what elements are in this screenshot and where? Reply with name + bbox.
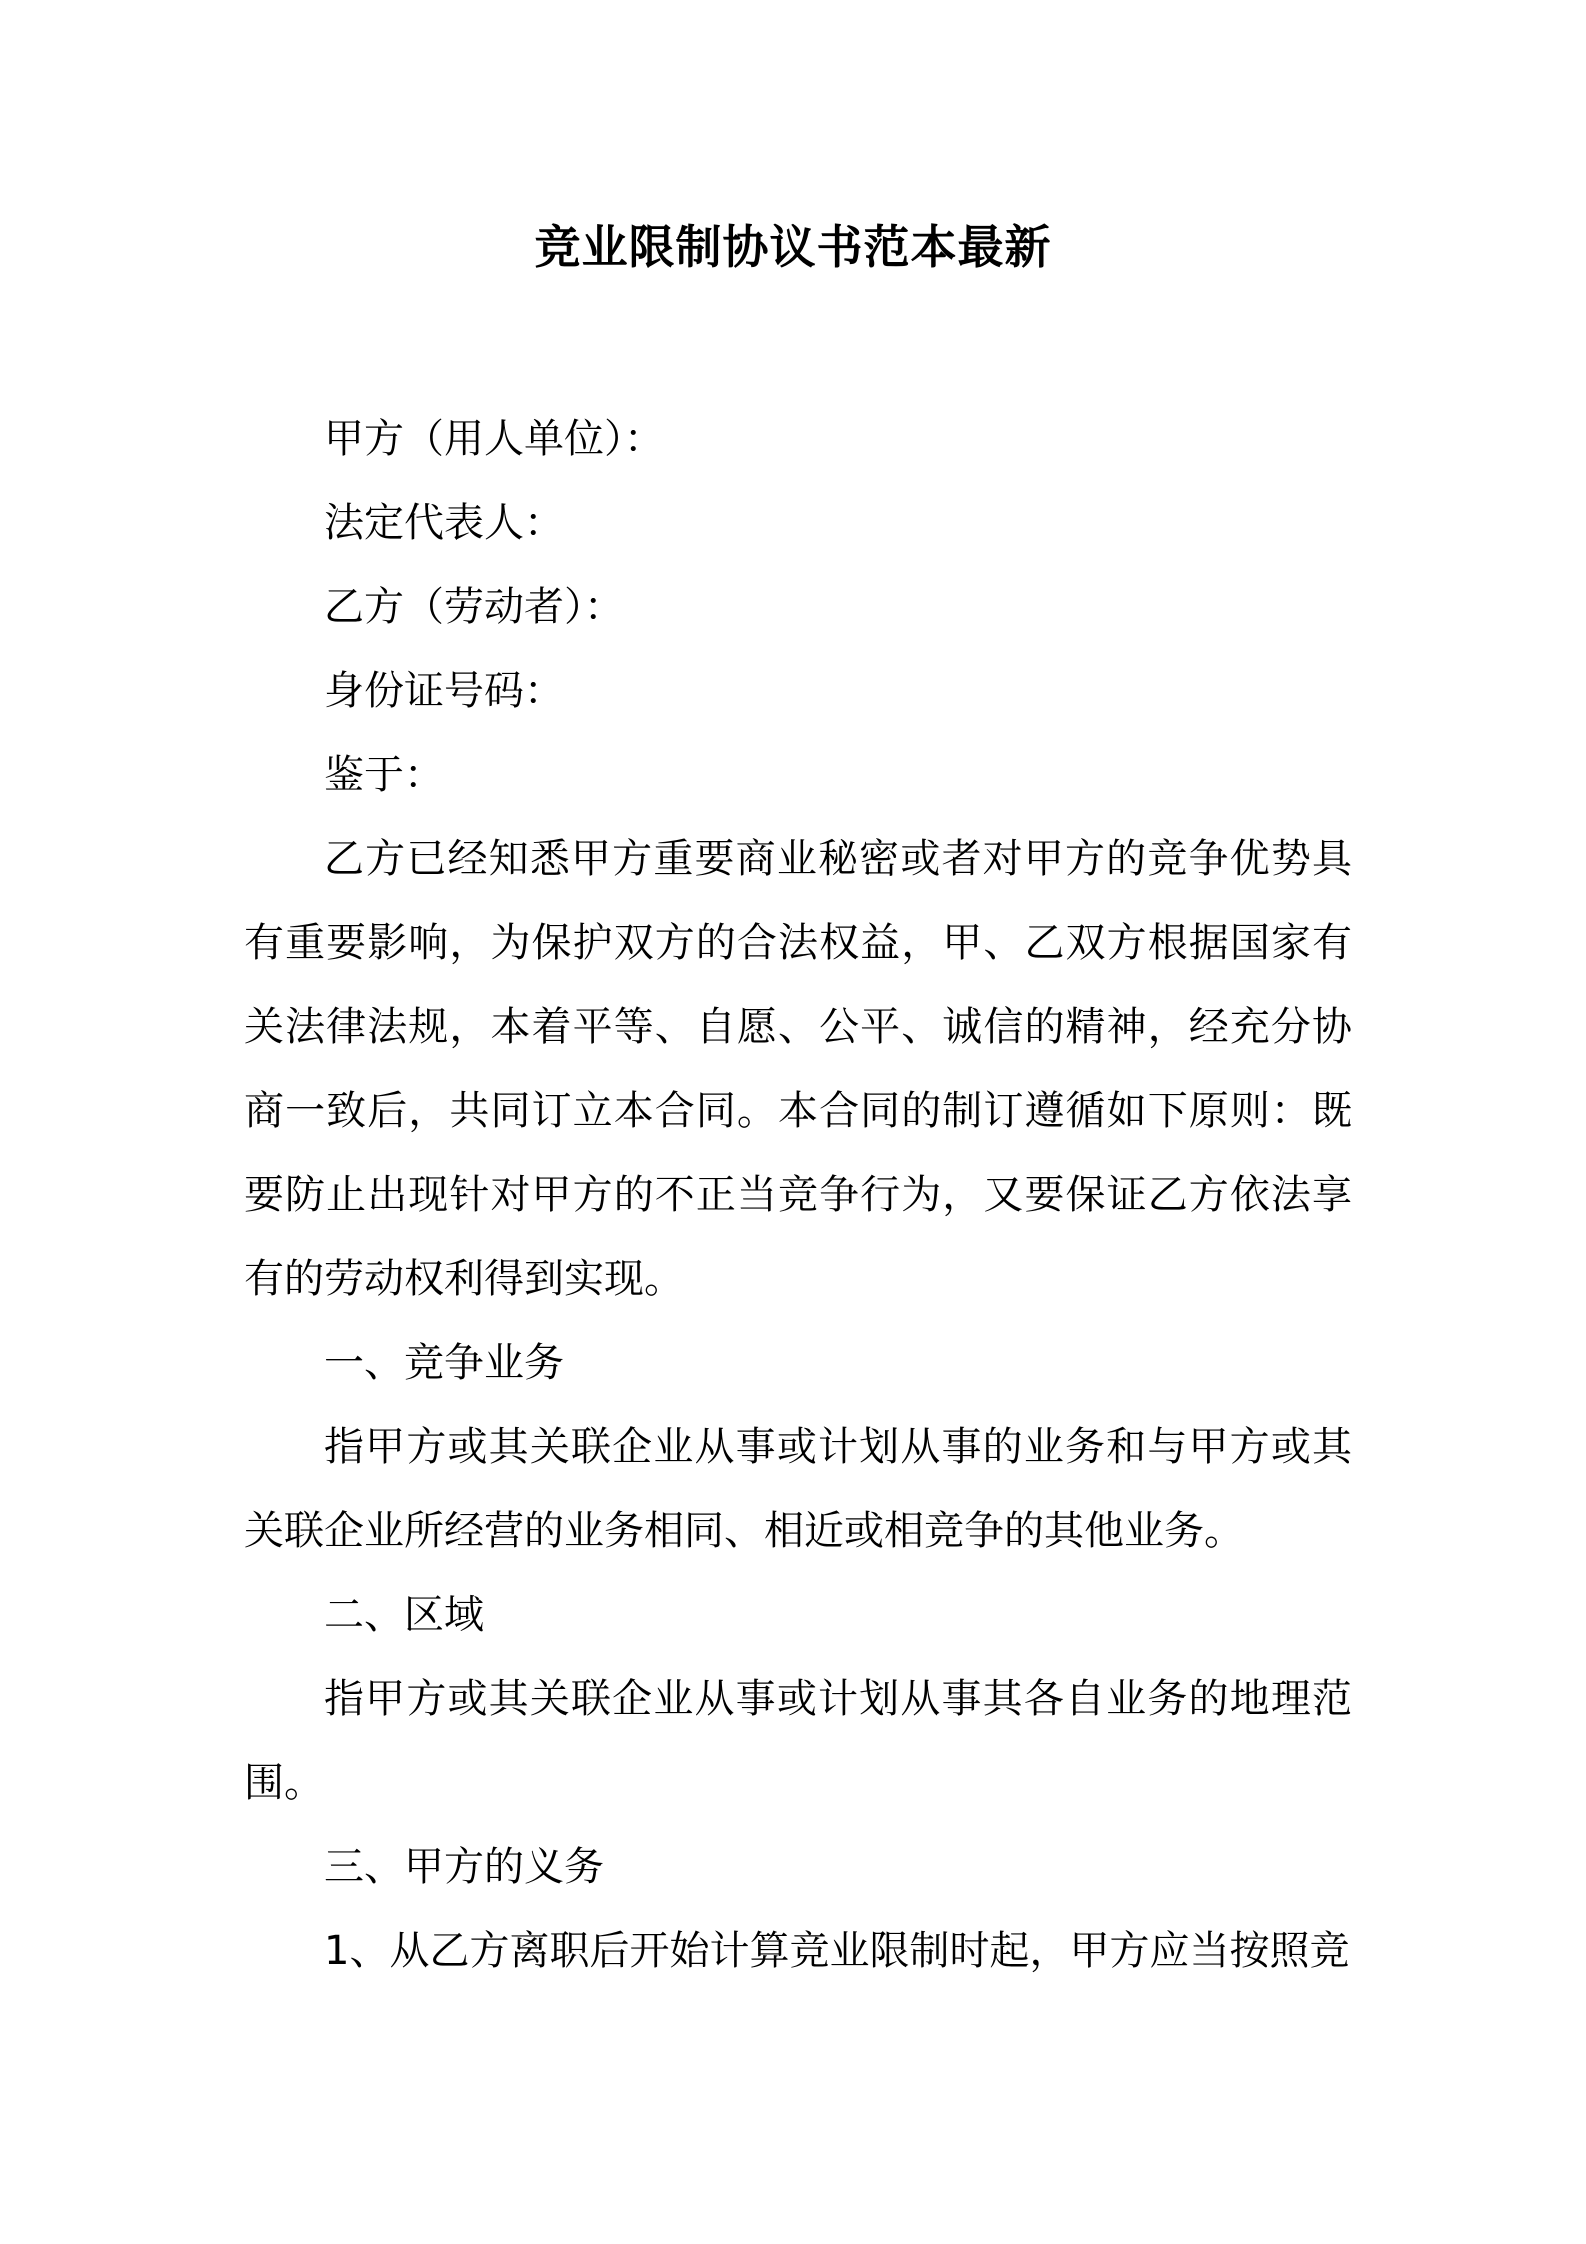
section-3-item-1: 1、从乙方离职后开始计算竞业限制时起，甲方应当按照竞 xyxy=(324,1928,1350,1974)
legal-representative-field: 法定代表人： xyxy=(324,500,564,546)
party-b-field: 乙方（劳动者）： xyxy=(324,584,624,630)
preamble-paragraph: 乙方已经知悉甲方重要商业秘密或者对甲方的竞争优势具有重要影响，为保护双方的合法权益，甲、乙双方根据国家有关法律法规，本着平等、自愿、公平、诚信的精神，经充分协商一致后，共同订立本合同。本合同的制订遵循如下原则：既要防止出现针对甲方的不正当竞争行为，又要保证乙方依法享有的劳动权利得到实现。 xyxy=(244,836,1352,1302)
document-body xyxy=(244,397,1352,1993)
section-1-paragraph: 指甲方或其关联企业从事或计划从事的业务和与甲方或其关联企业所经营的业务相同、相近或相竞争的其他业务。 xyxy=(244,1424,1352,1554)
section-2-heading: 二、区域 xyxy=(324,1592,484,1638)
section-2-paragraph: 指甲方或其关联企业从事或计划从事其各自业务的地理范围。 xyxy=(244,1676,1352,1806)
section-3-heading: 三、甲方的义务 xyxy=(324,1844,604,1890)
id-number-field: 身份证号码： xyxy=(324,668,564,714)
party-a-field: 甲方（用人单位）： xyxy=(324,416,664,462)
whereas-label: 鉴于： xyxy=(324,752,444,798)
document-title: 竞业限制协议书范本最新 xyxy=(534,220,1052,274)
section-1-heading: 一、竞争业务 xyxy=(324,1340,564,1386)
